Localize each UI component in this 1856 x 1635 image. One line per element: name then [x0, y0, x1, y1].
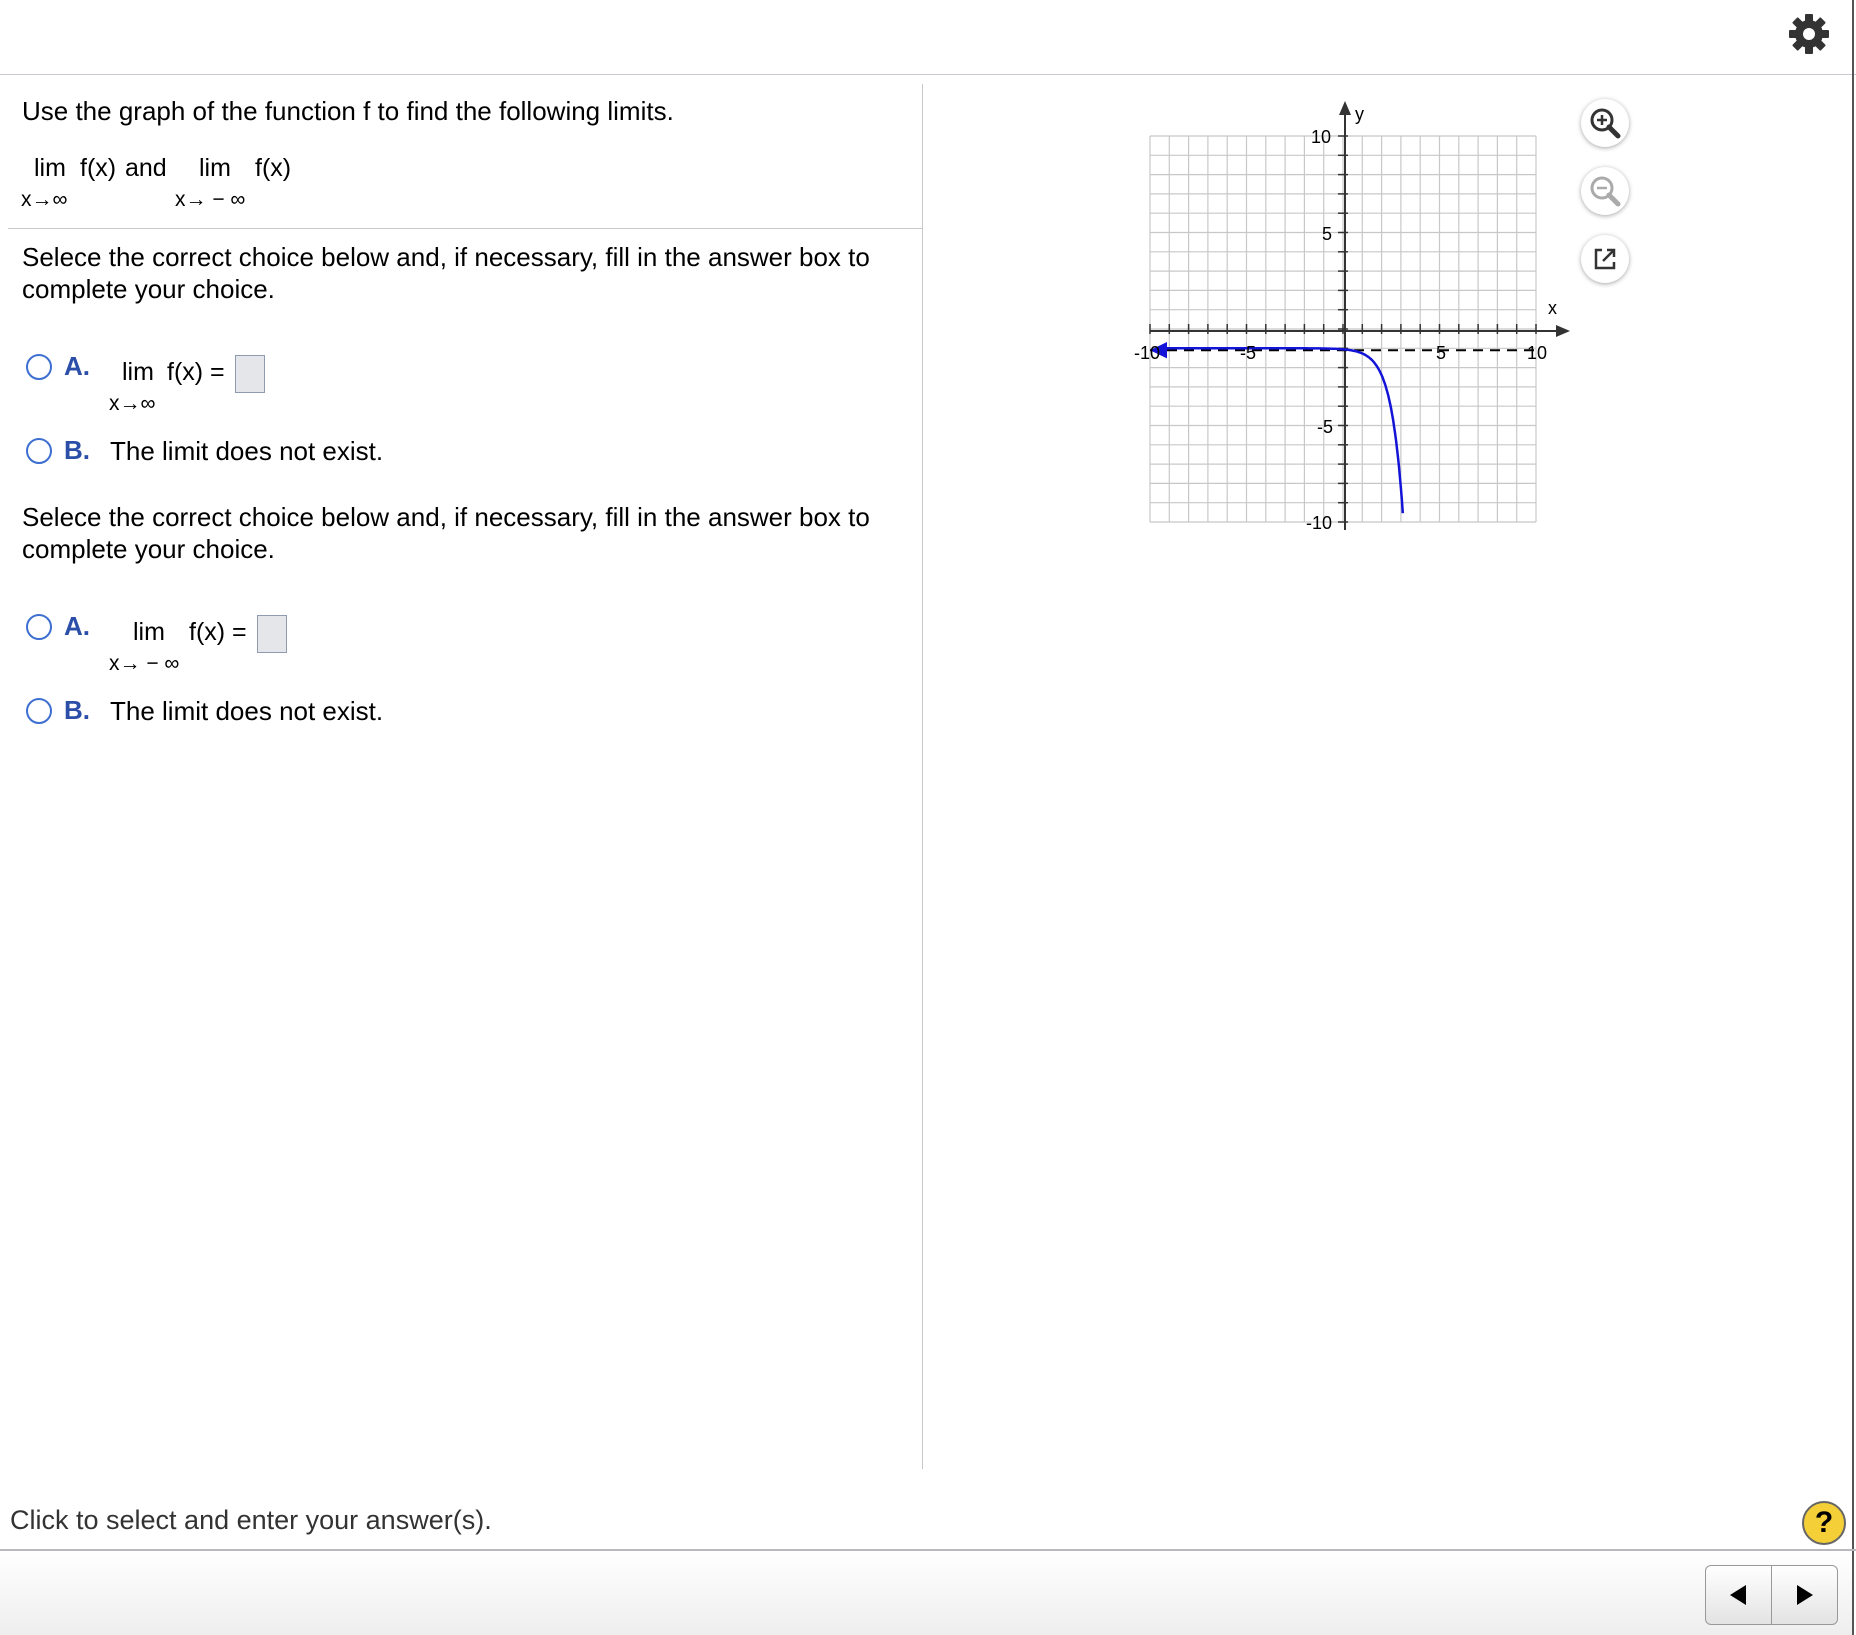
lim-label: lim — [122, 358, 154, 386]
function-label: f(x) — [255, 154, 292, 182]
panel-divider — [922, 84, 923, 1469]
y-tick-label: 10 — [1311, 127, 1332, 147]
y-tick-label: -10 — [1306, 513, 1333, 533]
x-axis-label: x — [1548, 298, 1557, 318]
option-letter: B. — [64, 435, 90, 465]
top-bar — [0, 0, 1856, 75]
question-instruction: Use the graph of the function f to find the following limits. — [22, 96, 674, 126]
lim-label: lim — [133, 618, 165, 646]
limit-subscript: x→ − ∞ — [109, 652, 180, 675]
next-button[interactable] — [1771, 1565, 1838, 1625]
y-axis-label: y — [1355, 104, 1364, 124]
window-border — [1852, 0, 1854, 1635]
part1-answer-box[interactable] — [235, 355, 265, 393]
function-label: f(x) = — [189, 618, 247, 646]
part1-prompt: complete your choice. — [22, 274, 275, 304]
limit-subscript: x→∞ — [21, 188, 68, 211]
x-axis-arrow — [1556, 325, 1570, 337]
x-tick-label: -10 — [1134, 343, 1161, 363]
part1-option-b-radio[interactable] — [26, 438, 52, 464]
limit-subscript: x→∞ — [109, 392, 156, 415]
status-text: Click to select and enter your answer(s). — [10, 1505, 492, 1535]
zoom-out-button[interactable] — [1581, 167, 1629, 215]
next-icon — [1772, 1566, 1837, 1624]
and-label: and — [125, 154, 167, 182]
part2-option-b-radio[interactable] — [26, 698, 52, 724]
popout-icon — [1581, 235, 1629, 283]
function-curve — [1158, 348, 1403, 513]
zoom-in-icon — [1581, 99, 1629, 147]
part2-prompt: complete your choice. — [22, 534, 275, 564]
x-tick-label: 5 — [1436, 343, 1447, 363]
part1-prompt: Selece the correct choice below and, if necessary, fill in the answer box to — [22, 242, 870, 272]
y-axis-arrow — [1339, 101, 1351, 115]
option-text: The limit does not exist. — [110, 436, 384, 466]
option-letter: B. — [64, 695, 90, 725]
option-text: The limit does not exist. — [110, 696, 384, 726]
option-letter: A. — [64, 351, 90, 381]
zoom-out-icon — [1581, 167, 1629, 215]
previous-button[interactable] — [1705, 1565, 1772, 1625]
zoom-in-button[interactable] — [1581, 99, 1629, 147]
part1-option-a-radio[interactable] — [26, 354, 52, 380]
x-tick-label: -5 — [1240, 343, 1257, 363]
x-tick-label: 10 — [1527, 343, 1548, 363]
help-button[interactable]: ? — [1802, 1501, 1846, 1545]
lim-label: lim — [34, 154, 66, 182]
prev-icon — [1706, 1566, 1771, 1624]
popout-button[interactable] — [1581, 235, 1629, 283]
function-label: f(x) — [80, 154, 117, 182]
limit-subscript: x→ − ∞ — [175, 188, 246, 211]
y-tick-label: -5 — [1317, 417, 1334, 437]
gear-icon[interactable] — [1787, 12, 1831, 56]
part2-prompt: Selece the correct choice below and, if necessary, fill in the answer box to — [22, 502, 870, 532]
section-divider — [8, 228, 922, 229]
footer-bar — [0, 1551, 1852, 1635]
y-tick-label: 5 — [1322, 224, 1333, 244]
function-label: f(x) = — [167, 358, 225, 386]
part2-answer-box[interactable] — [257, 615, 287, 653]
function-graph — [1120, 95, 1580, 550]
lim-label: lim — [199, 154, 231, 182]
part2-option-a-radio[interactable] — [26, 614, 52, 640]
option-letter: A. — [64, 611, 90, 641]
